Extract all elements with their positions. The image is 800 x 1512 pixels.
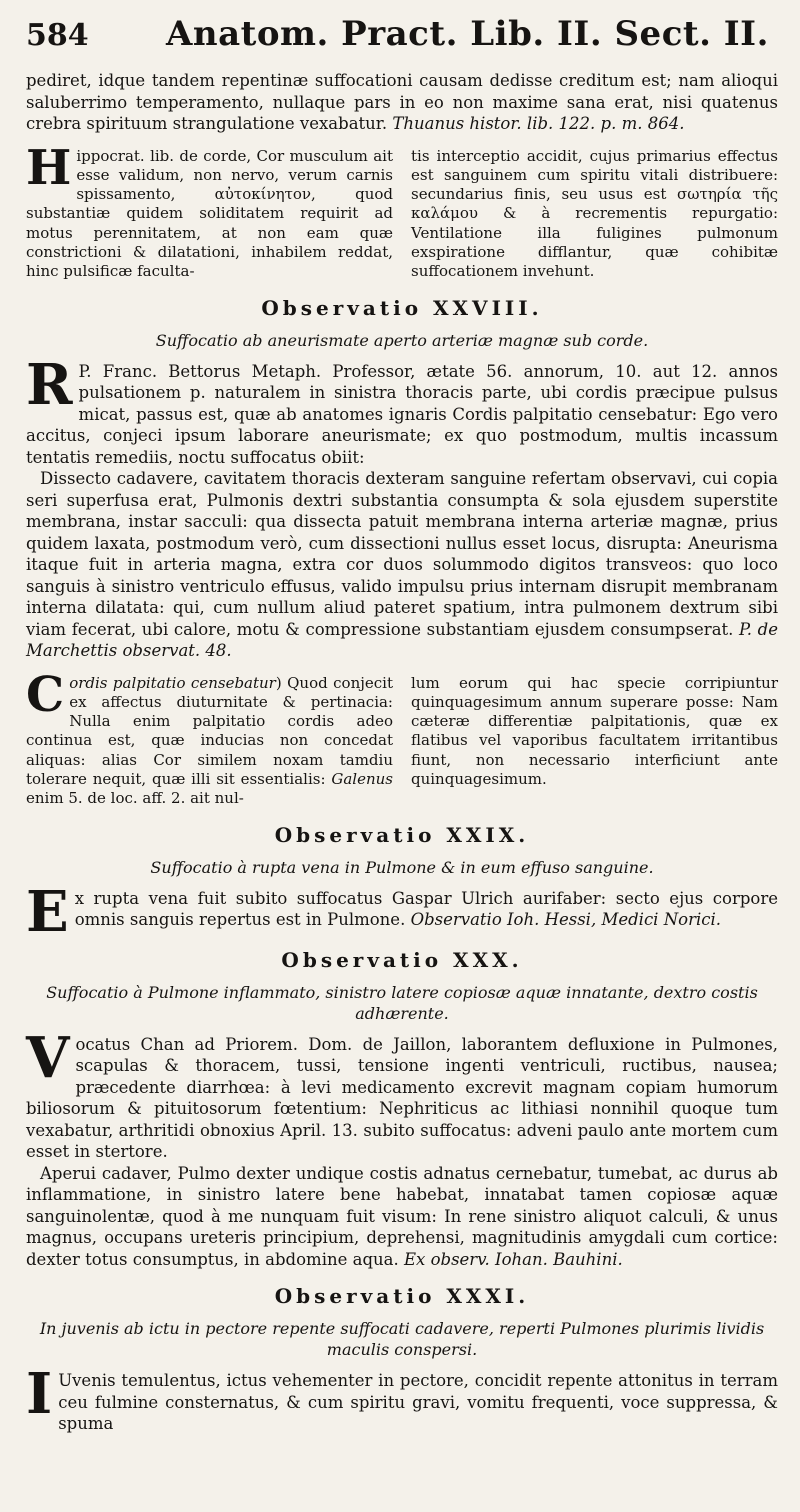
commentary-note-1	[26, 139, 778, 282]
obs29-initial: E	[26, 878, 69, 945]
obs28-initial: R	[26, 351, 73, 418]
intro-paragraph	[26, 70, 778, 135]
obs29-heading: Observatio XXIX.	[274, 822, 530, 847]
obs30-text-2: Aperui cadaver, Pulmo dexter undique costis adnatus cernebatur, tumebat, ac durus ab inflammatione, in sinistro latere bene habebat, innatabat tamen copiosæ aquæ sanguinolentæ, quod à me nunquam fuit visum: In rene sinistro aliquot calculi, & unus magnus, occupans ureteris principium, deprehensi, magnitudinis amygdali cum cortice: dexter totus consumptus, in abdomine aqua.	[26, 1163, 778, 1269]
page-number: 584	[26, 18, 89, 53]
obs28-subtitle: Suffocatio ab aneurismate aperto arteriæ magnæ sub corde.	[155, 330, 649, 350]
obs31-subtitle: In juvenis ab ictu in pectore repente suffocati cadavere, reperti Pulmones plurimis lividis maculis conspersi.	[39, 1319, 765, 1360]
obs28-citation: P. de Marchettis observat. 48.	[26, 619, 778, 661]
intro-text: pediret, idque tandem repentinæ suffocationi causam dedisse creditum est; nam alioqui saluberrimo temperamento, nullaque pars in eo non maxime sana erat, nisi quatenus crebra spirituum strangulatione vexabatur.	[26, 71, 778, 133]
note2-initial: C	[26, 666, 65, 723]
note2-galenus: Galenus	[331, 770, 393, 789]
obs28-text-2: Dissecto cadavere, cavitatem thoracis dexteram sanguine refertam observavi, cui copia seri superfusa erat, Pulmonis dextri substantia consumpta & sola ejusdem superstite membrana, instar sacculi: qua dissecta patuit membrana interna arteriæ magnæ, prius quidem laxata, postmodum verò, cum dissectioni nullus esset locus, disrupta: Aneurisma itaque fuit in arteria magna, extra cor duos solummodo digitos transveos: quo loco sanguis à sinistro ventriculo effusus, valido impulsu prius internam disrupit membranam interna dilatata: qui, cum nullum aliud pateret spatium, intra pulmonem dextrum sibi viam fecerat, ubi calore, motu & compressione substantiam ejusdem consumpserat.	[26, 469, 778, 639]
page-header	[26, 14, 778, 70]
note1-right-column	[411, 147, 778, 282]
obs31-paragraph	[26, 1361, 778, 1435]
note1-right-text: tis interceptio accidit, cujus primarius effectus est sanguinem cum spiritu vitali distribuere: secundarius finis, seu usus est σωτηρία τῆς καλάμου & à recrementis repurgatio: Ventilatione illa fuligines pulmonum exspiratione difflantur, quæ cohibitæ suffocationem invehunt.	[411, 146, 778, 281]
running-title: Anatom. Pract. Lib. II. Sect. II.	[166, 14, 769, 54]
obs30-text-1: ocatus Chan ad Priorem. Dom. de Jaillon, laborantem defluxione in Pulmones, scapulas & thoracem, tussi, tensione ingenti ventriculi, ructibus, nausea; præcedente diarrhœa: à levi medicamento excrevit magnam copiam humorum biliosorum & pituitosorum fœtentium: Nephriticus ac lithiasi nonnihil quoque tum vexabatur, arthritidi obnoxius April. 13. subito suffocatus: adveni paulo ante mortem cum esset in stertore.	[26, 1034, 778, 1162]
intro-citation: Thuanus histor. lib. 122. p. m. 864.	[392, 114, 685, 133]
obs29-citation: Observatio Ioh. Hessi, Medici Norici.	[410, 910, 722, 930]
note2-left-end: enim 5. de loc. aff. 2. ait nul-	[26, 789, 244, 808]
obs30-initial: V	[26, 1024, 70, 1091]
obs28-heading: Observatio XXVIII.	[261, 295, 543, 320]
obs30-paragraph-1	[26, 1024, 778, 1163]
note2-left-text: ) Quod conjecit ex affectus diuturnitate & pertinacia: Nulla enim palpitatio cordis adeo continua est, quæ inducias non concedat aliquas: alias Cor similem noxam tamdiu tolerare nequit, quæ illi sit essentialis:	[26, 673, 393, 789]
note2-lemma: ordis palpitatio censebatur	[69, 673, 276, 692]
note2-left-column	[26, 666, 393, 809]
note1-left-column	[26, 139, 393, 282]
note1-left-text: ippocrat. lib. de corde, Cor musculum ait esse validum, non nervo, verum carnis spissamento, αὐτοκίνητον, quod substantiæ quidem soliditatem requirit ad motus perennitatem, at non eam quæ constrictioni & dilatationi, inhabilem reddat, hinc pulsificæ faculta-	[26, 146, 393, 281]
obs29-paragraph	[26, 878, 778, 945]
obs29-subtitle: Suffocatio à rupta vena in Pulmone & in eum effuso sanguine.	[150, 857, 654, 877]
obs28-paragraph-2	[26, 468, 778, 662]
obs28-paragraph-1	[26, 351, 778, 469]
commentary-note-2	[26, 666, 778, 809]
note2-right-text: lum eorum qui hac specie corripiuntur quinquagesimum annum superare posse: Nam cæteræ differentiæ palpitationis, quæ ex flatibus vel vaporibus facultatem irritantibus fiunt, non necessario interficiunt ante quinquagesimum.	[411, 673, 778, 789]
obs31-text: Uvenis temulentus, ictus vehementer in pectore, concidit repente attonitus in terram ceu fulmine consternatus, & cum spiritu gravi, vomitu frequenti, voce suppressa, & spuma	[58, 1371, 778, 1434]
obs31-heading: Observatio XXXI.	[274, 1284, 530, 1309]
note2-right-column	[411, 674, 778, 809]
obs30-subtitle: Suffocatio à Pulmone inflammato, sinistro latere copiosæ aquæ innatante, dextro costis adhærente.	[46, 982, 758, 1023]
obs30-citation: Ex observ. Iohan. Bauhini.	[403, 1249, 623, 1269]
obs30-heading: Observatio XXX.	[281, 947, 523, 972]
obs31-initial: I	[26, 1361, 53, 1428]
obs29-text: x rupta vena fuit subito suffocatus Gaspar Ulrich aurifaber: secto ejus corpore omnis sanguis repertus est in Pulmone.	[74, 888, 778, 930]
obs30-paragraph-2	[26, 1163, 778, 1271]
note1-initial: H	[26, 139, 72, 196]
obs28-text-1: P. Franc. Bettorus Metaph. Professor, ætate 56. annorum, 10. aut 12. annos pulsationem p. naturalem in sinistra thoracis parte, ubi cordis præcipue pulsus micat, passus est, quæ ab anatomes ignaris Cordis palpitatio censebatur: Ego vero accitus, conjeci ipsum laborare aneurismate; ex quo postmodum, multis incassum tentatis remediis, noctu suffocatus obiit:	[26, 361, 778, 467]
